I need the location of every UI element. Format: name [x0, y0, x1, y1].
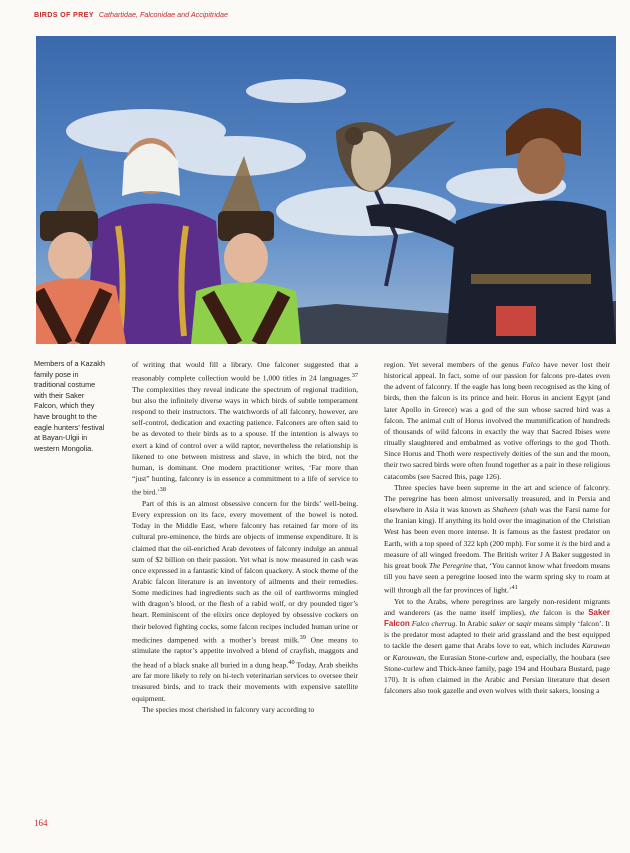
photo-kazakh-family-with-falcon — [36, 36, 616, 344]
text-column-2 — [384, 359, 610, 696]
running-header — [34, 10, 228, 19]
footnote-ref: 41 — [511, 584, 518, 592]
paragraph: The species most cherished in falconry vary according to — [142, 704, 315, 714]
paragraph: Three species have been supreme in the art and science of falconry. The peregrine has been almost universally treasured, and in Persia and elsewhere in Asia it was known as Shaheen (shah was the Farsi name for the Iranian king). If anything its hold over the imagination of the Christian West has been even more intense. It is famous as the fastest predator on Earth, with a top speed of 322 kph (200 mph). For some it is the bird and a measure of all winged freedom. The British writer J A Baker suggested in his great book The Peregrine that, ‘You cannot know what freedom means till you have seen a peregrine loosed into the warm spring sky to roam at will through all the far provinces of light.’$^{41}$ — [384, 482, 610, 595]
footnote-ref: 39 — [299, 633, 306, 641]
paragraph: Part of this is an almost obsessive concern for the birds’ well-being. Every expression on its face, every movement of the bowel is noted. Today in the Middle East, where falconry has retained far more of its cultural pre-eminence, the birds are objects of immense expenditure. It is claimed that the oil-enriched Arab devotees of falconry indulge an annual sum of $2 billion on their passion. Yet what is now measured in cash was once expressed in a fantastic kind of falcon quackery. A stock theme of the Arabic falcon literature is an inventory of ailments and their remedies. Some medicines had ingredients such as the oil of earthworms mingled with dragon’s blood, or the flesh of a rabid wolf, or dry pounded tiger’s heart. Reminiscent of the elixirs once deployed by obsessive cockers on their beloved fighting cocks, some falcon recipes included human urine or medicines dampened with a mother’s breast milk.$^{39}$ One means to stimulate the raptor’s appetite involved a blend of crayfish, maggots and the head of a black snake all buried in a dung heap.$^{40}$ Today, Arab sheikhs are far more likely to rely on hi-tech veterinarian services to oversee their treasured birds, and to track their movements with expensive satellite equipment. — [132, 498, 359, 703]
footnote-ref: 37 — [351, 372, 358, 380]
species-latin: Falco cherrug — [411, 619, 456, 629]
text-column-1 — [132, 359, 358, 715]
page-number: 164 — [34, 818, 48, 828]
section-title: BIRDS OF PREY — [34, 10, 94, 19]
footnote-ref: 40 — [288, 658, 295, 666]
species-name: Saker Falcon — [384, 607, 610, 629]
photo-caption: Members of a Kazakh family pose in traditional costume with their Saker Falcon, which they have brought to the eagle hunters’ festival at Bayan-Ulgii in western Mongolia. — [34, 359, 105, 453]
paragraph: Yet to the Arabs, where peregrines are largely non-resident migrants and wanderers (as the name itself implies), the falcon is the Saker Falcon Falco cherrug. In Arabic saker or saqir means simply ‘falcon’. It is the predator most adapted to their arid grassland and the best equipped to tackle the desert game that Arabs love to eat, which includes Karawan or Karouwan, the Eurasian Stone-curlew and, especially, the houbara (see Stone-curlew and Thick-knee family, page 194 and Houbara Bustard, page 170). It is often claimed in the Arabic and Persian literature that desert falconers also took gazelle and even wolves with their sakers, loosing a — [384, 596, 610, 696]
paragraph: region. Yet several members of the genus Falco have never lost their historical appeal. In fact, some of our passion for falcons pre-dates even the advent of falconry. If the eagle has long been recognised as the king of birds, then the falcon is its prince and heir. Horus in ancient Egypt (and later Apollo in Greece) was a god of the sun whose sacred bird was a falcon. The animal cult of Horus involved the mummification of hundreds of thousands of wild falcons in exactly the way that Sacred Ibises were ritually slaughtered and embalmed as votive offerings to the god Thoth. Since Horus and Thoth were respectively deities of the sun and the moon, their two sacred birds were often found together as a pair in these religious catacombs (see Sacred Ibis, page 126). — [384, 360, 610, 481]
footnote-ref: 38 — [159, 486, 166, 494]
families-subtitle: Cathartidae, Falconidae and Accipitridae — [98, 10, 228, 19]
paragraph: of writing that would fill a library. One falconer suggested that a reasonably complete collection would be 1,000 titles in 24 languages.$^{37}$ The complexities they reveal indicate the spectrum of regional tradition, but also the infinitely diverse ways in which birds of subtle temperament respond to their instructors. The watchwords of all falconry, however, are self-control, dedication and exacting patience. Falconers are often said to be as devoted to their birds as to a spouse. If the intention is always to exert a kind of control over a wild raptor, nevertheless the relationship is likened to one between mistress and slave, in which the bird, not the human, is dominant. One modern practitioner writes, ‘Far more than “just” hunting, falconry is in essence a commitment to a life of service to the bird.’$^{38}$ — [132, 360, 358, 497]
